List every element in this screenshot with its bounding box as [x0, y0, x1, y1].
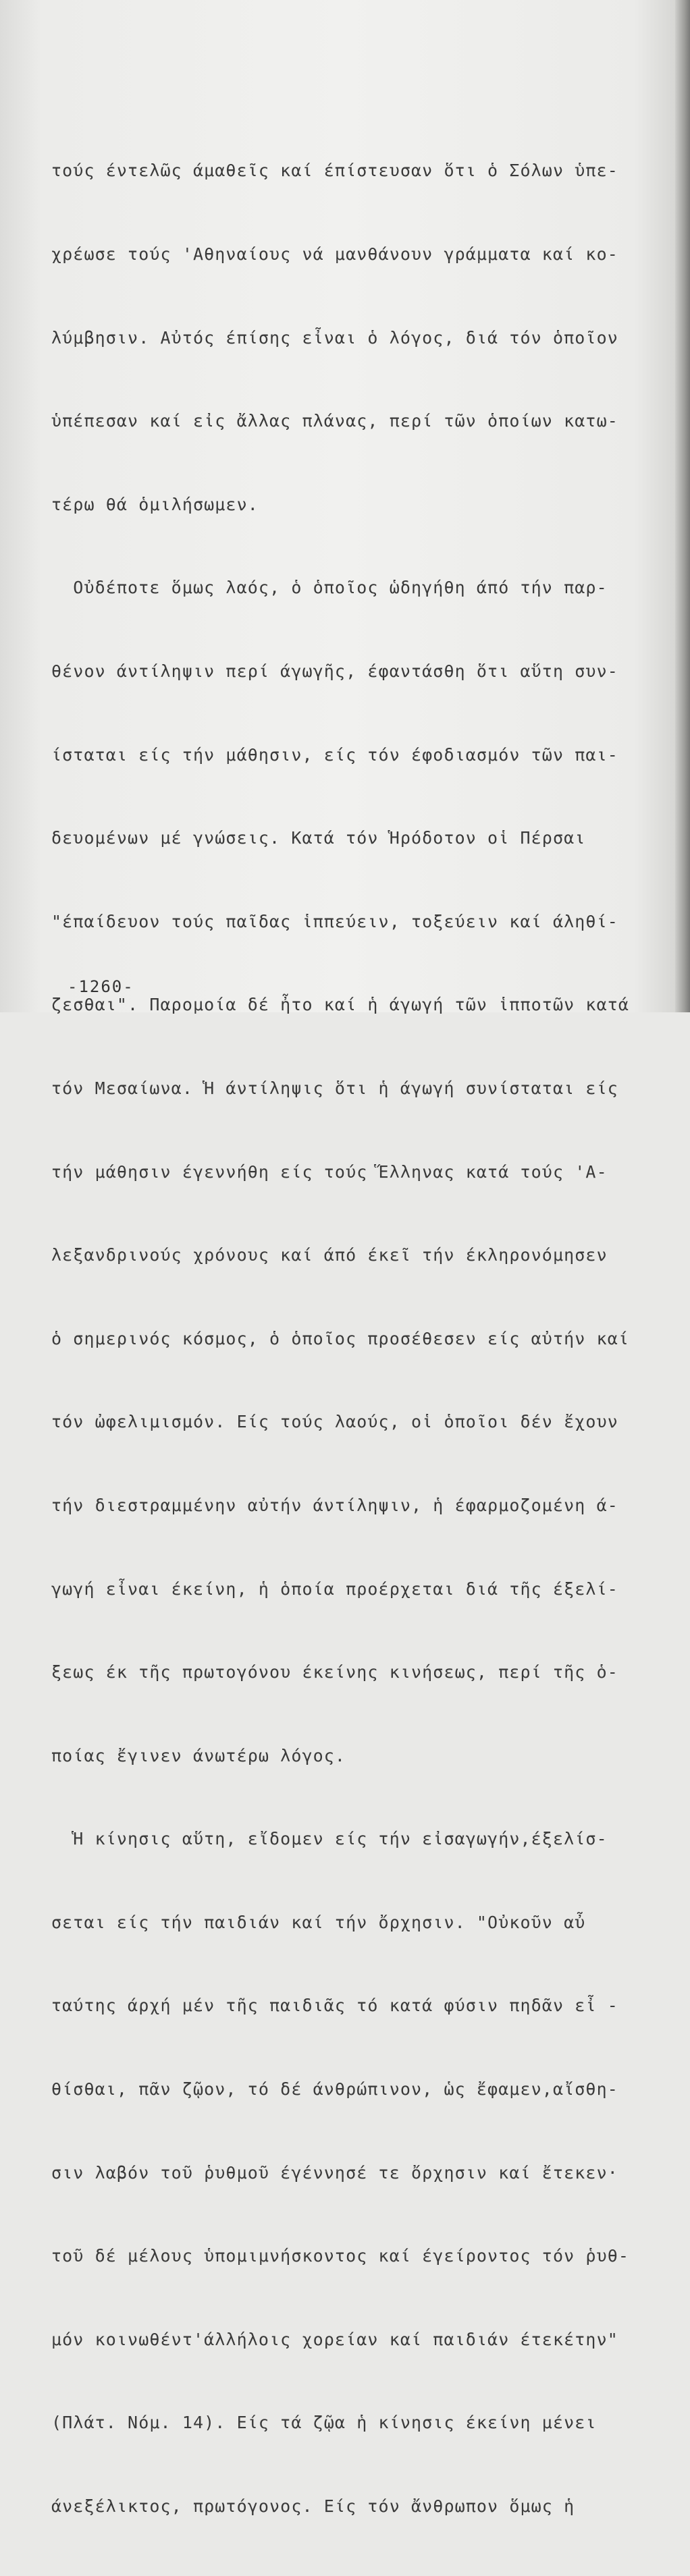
text-line: (Πλάτ. Νόμ. 14). Είς τά ζῷα ἡ κίνησις έκείνη μένει: [51, 2413, 597, 2433]
text-line: τόν Μεσαίωνα. Ἡ άντίληψις ὅτι ἡ άγωγή συνίσταται είς: [51, 1078, 618, 1098]
text-line: ὁ σημερινός κόσμος, ὁ ὁποῖος προσέθεσεν είς αὐτήν καί: [51, 1328, 630, 1348]
text-line: ταύτης άρχή μέν τῆς παιδιᾶς τό κατά φύσιν πηδᾶν εἶ -: [51, 1996, 618, 2016]
text-line: τοῦ δέ μέλους ὑπομιμνήσκοντος καί έγείροντος τόν ῥυθ-: [51, 2246, 630, 2266]
text-line: θένον άντίληψιν περί άγωγῆς, έφαντάσθη ὅτι αὕτη συν-: [51, 661, 618, 681]
text-line: ξεως έκ τῆς πρωτογόνου έκείνης κινήσεως, περί τῆς ὁ-: [51, 1662, 618, 1682]
text-line: "έπαίδευον τούς παῖδας ἱππεύειν, τοξεύειν καί άληθί-: [51, 911, 618, 931]
text-line: λεξανδρινούς χρόνους καί άπό έκεῖ τήν έκληρονόμησεν: [51, 1245, 608, 1265]
text-line: ίσταται είς τήν μάθησιν, είς τόν έφοδιασμόν τῶν παι-: [51, 744, 618, 765]
text-line: τούς έντελῶς άμαθεῖς καί έπίστευσαν ὅτι ὁ Σόλων ὑπε-: [51, 161, 618, 181]
text-line: λύμβησιν. Αὐτός έπίσης εἶναι ὁ λόγος, διά τόν ὁποῖον: [51, 327, 618, 348]
text-line: δευομένων μέ γνώσεις. Κατά τόν Ἡρόδοτον οἱ Πέρσαι: [51, 828, 586, 848]
text-line: μόν κοινωθέντ'άλλήλοις χορείαν καί παιδιάν έτεκέτην": [51, 2329, 618, 2349]
text-line: τήν διεστραμμένην αὐτήν άντίληψιν, ἡ έφαρμοζομένη ά-: [51, 1495, 618, 1515]
text-line: ζεσθαι". Παρομοία δέ ἦτο καί ἡ άγωγή τῶν ἱπποτῶν κατά: [51, 995, 630, 1015]
body-text: [51, 101, 652, 2576]
text-line: γωγή εἶναι έκείνη, ἡ ὁποία προέρχεται διά τῆς έξελί-: [51, 1579, 618, 1599]
text-line: τόν ὠφελιμισμόν. Είς τούς λαούς, οἱ ὁποῖοι δέν ἔχουν: [51, 1412, 618, 1432]
text-line: θίσθαι, πᾶν ζῷον, τό δέ άνθρώπινον, ὡς ἔφαμεν,αἴσθη-: [51, 2079, 618, 2100]
text-line: άνεξέλικτος, πρωτόγονος. Είς τόν ἄνθρωπον ὅμως ἡ: [51, 2496, 575, 2517]
page-edge-shadow: [675, 0, 690, 1012]
text-line: Ἡ κίνησις αὕτη, εἴδομεν είς τήν εἰσαγωγήν,έξελίσ-: [51, 1829, 608, 1849]
text-line: Οὐδέποτε ὅμως λαός, ὁ ὁποῖος ὡδηγήθη άπό τήν παρ-: [51, 578, 608, 598]
text-line: χρέωσε τούς 'Αθηναίους νά μανθάνουν γράμματα καί κο-: [51, 244, 618, 264]
text-line: τέρω θά ὁμιλήσωμεν.: [51, 494, 259, 514]
text-line: ποίας ἔγινεν άνωτέρω λόγος.: [51, 1745, 346, 1765]
text-line: ὑπέπεσαν καί εἰς ἄλλας πλάνας, περί τῶν ὁποίων κατω-: [51, 411, 618, 431]
page-number: -1260-: [68, 977, 134, 996]
text-line: τήν μάθησιν έγεννήθη είς τούς Ἕλληνας κατά τούς 'Α-: [51, 1161, 608, 1182]
text-line: σιν λαβόν τοῦ ῥυθμοῦ έγέννησέ τε ὄρχησιν καί ἔτεκεν·: [51, 2162, 618, 2183]
text-line: σεται είς τήν παιδιάν καί τήν ὄρχησιν. "Οὐκοῦν αὖ: [51, 1912, 586, 1932]
